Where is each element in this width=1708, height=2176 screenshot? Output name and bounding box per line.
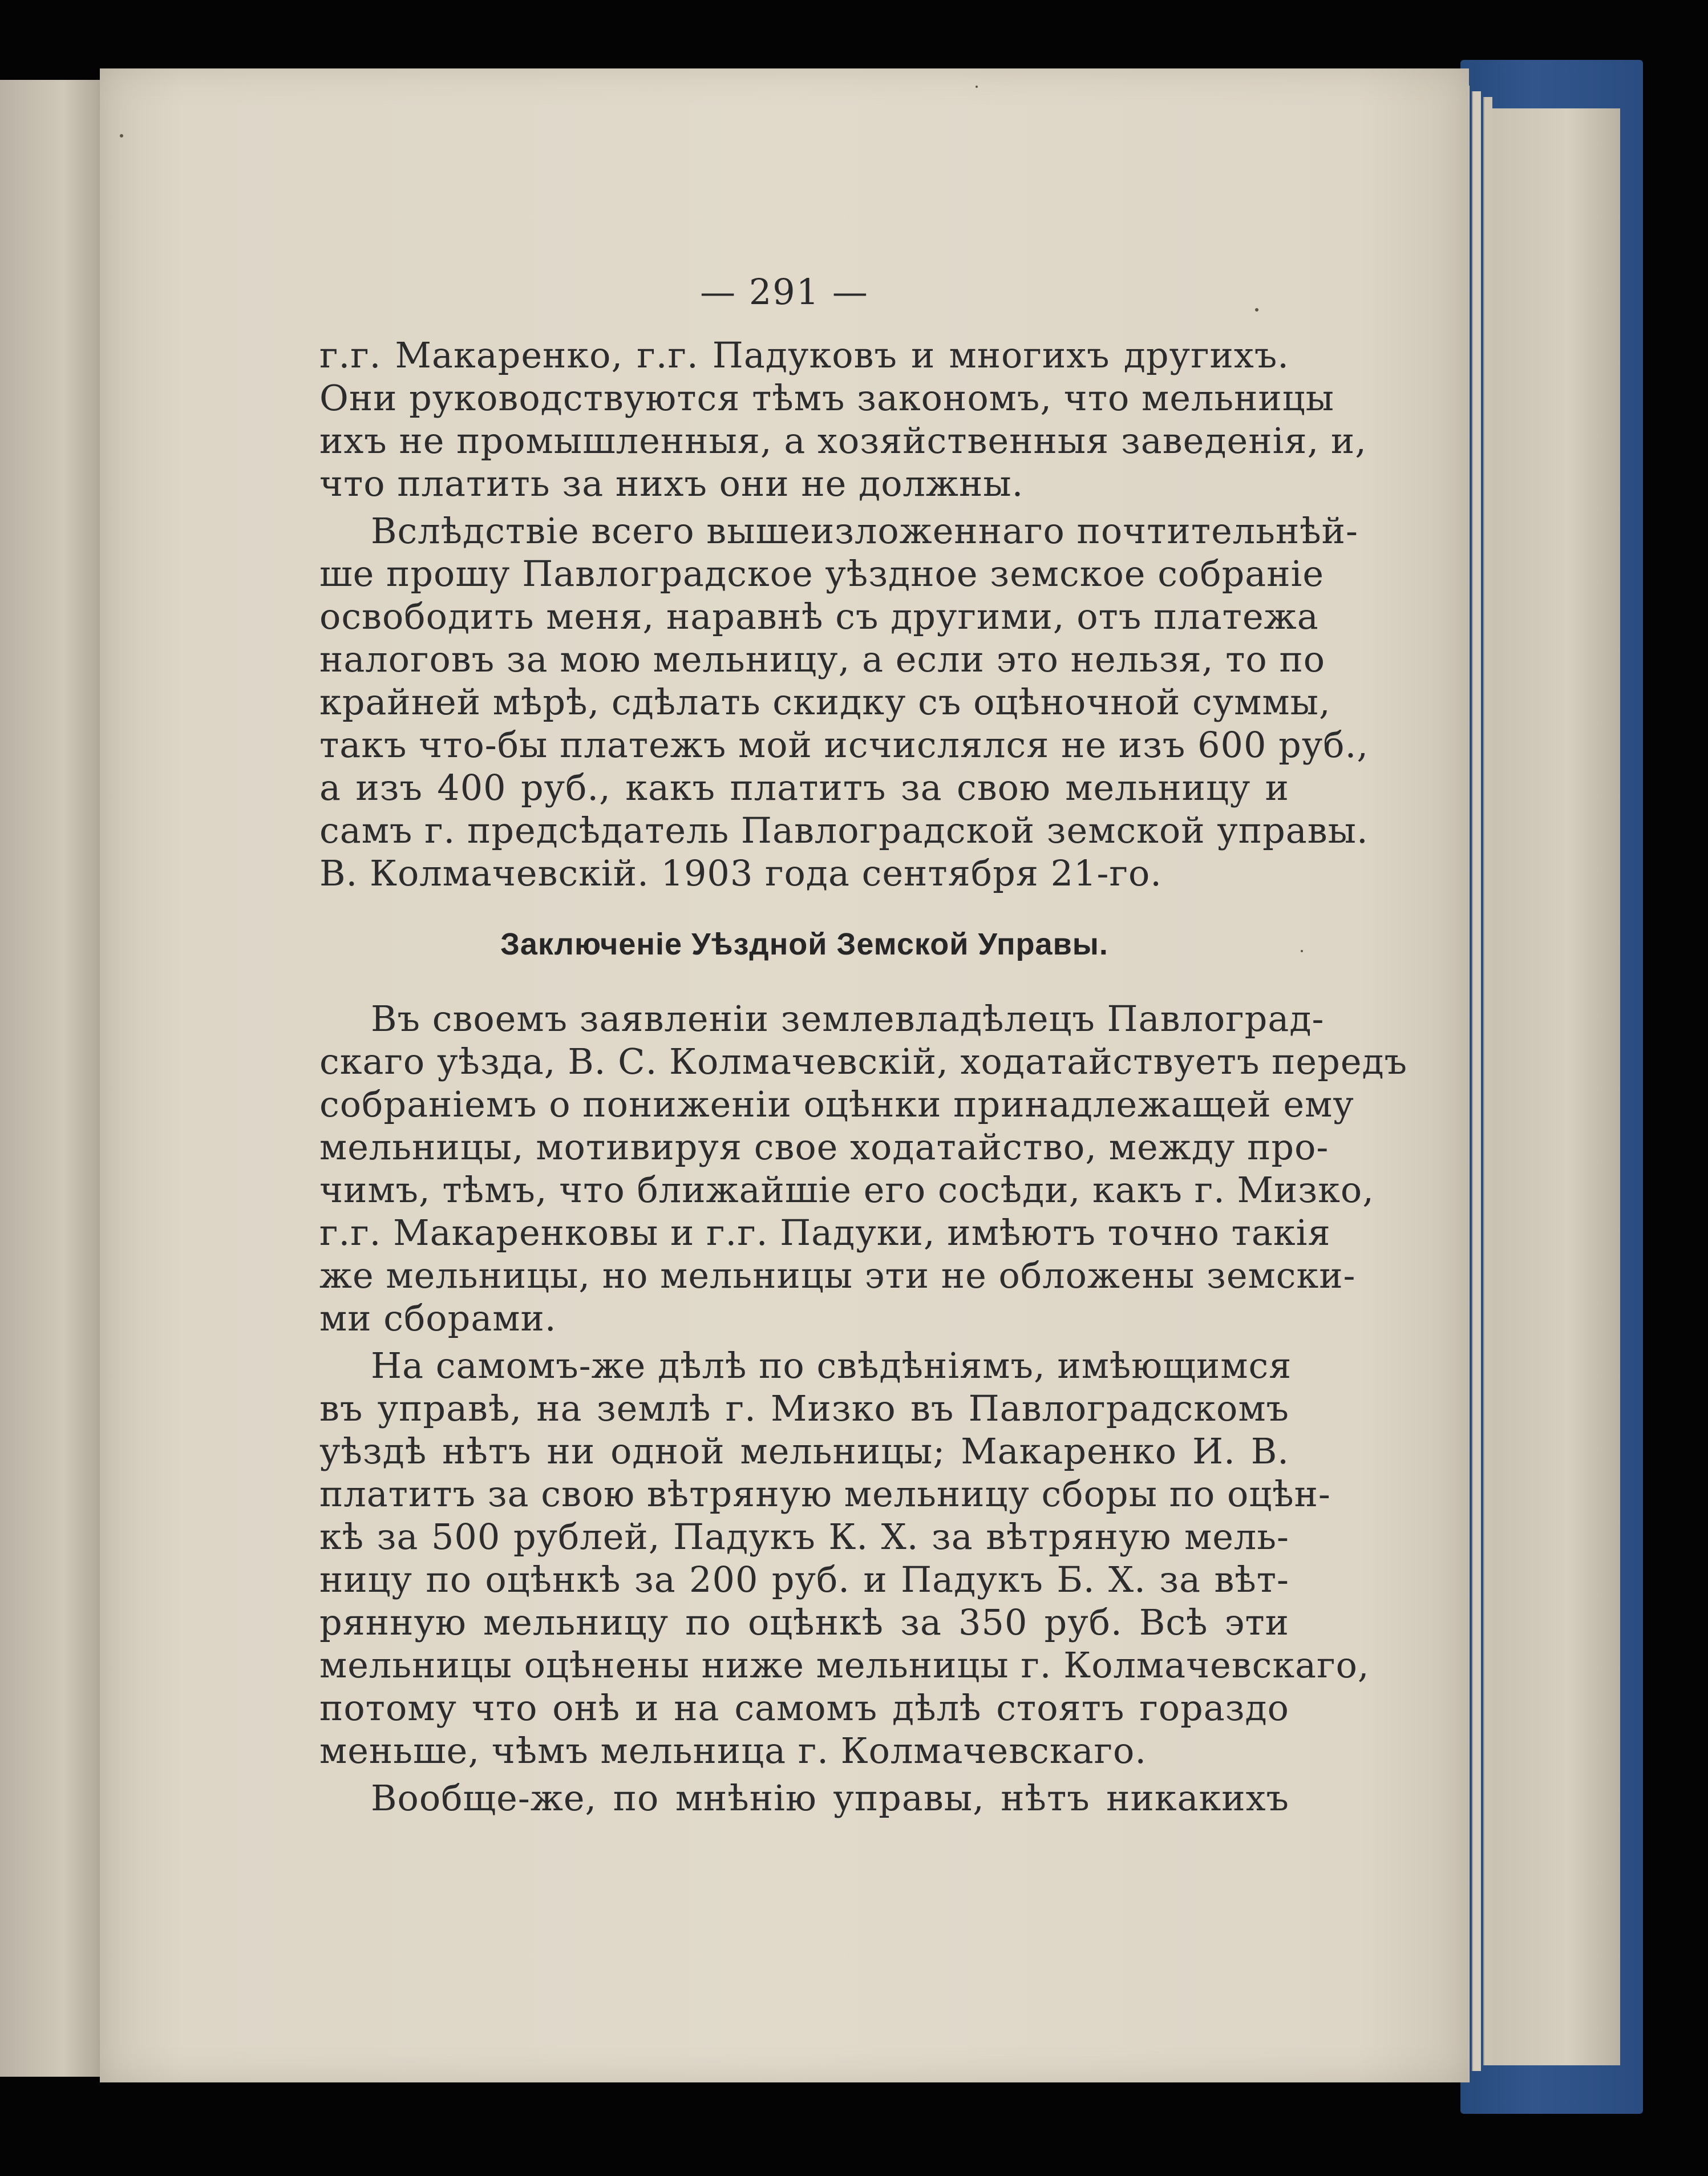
text-line: самъ г. предсѣдатель Павлоградской земской управы.: [319, 810, 1369, 851]
text-line: платитъ за свою вѣтряную мельницу сборы по оцѣн-: [319, 1473, 1331, 1515]
page-number: — 291 —: [700, 271, 869, 313]
text-line: меньше, чѣмъ мельница г. Колмачевскаго.: [319, 1730, 1147, 1771]
paragraph: [319, 997, 1408, 1340]
paper-speck: [120, 134, 123, 137]
text-line: такъ что-бы платежъ мой исчислялся не изъ 600 руб.,: [319, 724, 1369, 766]
text-line: а изъ 400 руб., какъ платитъ за свою мельницу и: [319, 767, 1289, 808]
text-line: въ управѣ, на землѣ г. Мизко въ Павлоградскомъ: [319, 1388, 1289, 1429]
book-page: [100, 68, 1469, 2082]
text-line: собраніемъ о пониженіи оцѣнки принадлежащей ему: [319, 1083, 1354, 1125]
paper-speck: [976, 86, 978, 88]
text-line: г.г. Макаренковы и г.г. Падуки, имѣютъ точно такія: [319, 1212, 1331, 1253]
text-line: Вслѣдствіе всего вышеизложеннаго почтительнѣй-: [371, 510, 1358, 552]
text-line: чимъ, тѣмъ, что ближайшіе его сосѣди, какъ г. Мизко,: [319, 1169, 1374, 1211]
paragraph: [319, 1344, 1370, 1772]
paragraph: [319, 509, 1369, 895]
text-line: кѣ за 500 рублей, Падукъ К. Х. за вѣтряную мель-: [319, 1516, 1289, 1558]
book-cover-inner: [1489, 108, 1620, 2065]
text-line: крайней мѣрѣ, сдѣлать скидку съ оцѣночной суммы,: [319, 681, 1331, 723]
text-line: г.г. Макаренко, г.г. Падуковъ и многихъ другихъ.: [319, 334, 1289, 376]
paper-speck: [1301, 950, 1303, 952]
text-line: Въ своемъ заявленіи землевладѣлецъ Павлоград-: [371, 998, 1325, 1040]
text-line: мельницы оцѣнены ниже мельницы г. Колмачевскаго,: [319, 1644, 1370, 1686]
text-line: скаго уѣзда, В. С. Колмачевскій, ходатайствуетъ передъ: [319, 1041, 1408, 1082]
previous-page-edge: [0, 80, 114, 2077]
paragraph: [319, 1777, 1289, 1819]
text-line: На самомъ-же дѣлѣ по свѣдѣніямъ, имѣющимся: [371, 1345, 1292, 1386]
text-line: ихъ не промышленныя, а хозяйственныя заведенія, и,: [319, 420, 1367, 462]
text-line: Они руководствуются тѣмъ закономъ, что мельницы: [319, 377, 1334, 419]
text-line: В. Колмачевскій. 1903 года сентября 21-го.: [319, 852, 1162, 894]
text-line: мельницы, мотивируя свое ходатайство, между про-: [319, 1126, 1329, 1168]
text-line: освободить меня, наравнѣ съ другими, отъ платежа: [319, 596, 1319, 637]
section-heading: Заключеніе Уѣздной Земской Управы.: [500, 927, 1108, 961]
text-line: уѣздѣ нѣтъ ни одной мельницы; Макаренко И. В.: [319, 1430, 1289, 1472]
page-body: [319, 334, 1408, 1824]
text-line: налоговъ за мою мельницу, а если это нельзя, то по: [319, 638, 1326, 680]
text-line: рянную мельницу по оцѣнкѣ за 350 руб. Всѣ эти: [319, 1601, 1289, 1643]
page-edge: [1483, 97, 1492, 2065]
text-line: же мельницы, но мельницы эти не обложены земски-: [319, 1255, 1356, 1296]
paragraph: [319, 334, 1367, 505]
page-edge: [1472, 91, 1481, 2071]
section-after-heading: [319, 997, 1408, 1819]
text-line: ми сборами.: [319, 1297, 557, 1339]
text-line: Вообще-же, по мнѣнію управы, нѣтъ никакихъ: [371, 1777, 1289, 1819]
text-line: что платить за нихъ они не должны.: [319, 463, 1024, 504]
paper-speck: [1255, 308, 1258, 312]
section-before-heading: [319, 334, 1369, 895]
text-line: ше прошу Павлоградское уѣздное земское собраніе: [319, 553, 1325, 594]
text-line: потому что онѣ и на самомъ дѣлѣ стоятъ гораздо: [319, 1687, 1289, 1729]
text-line: ницу по оцѣнкѣ за 200 руб. и Падукъ Б. Х. за вѣт-: [319, 1559, 1289, 1600]
